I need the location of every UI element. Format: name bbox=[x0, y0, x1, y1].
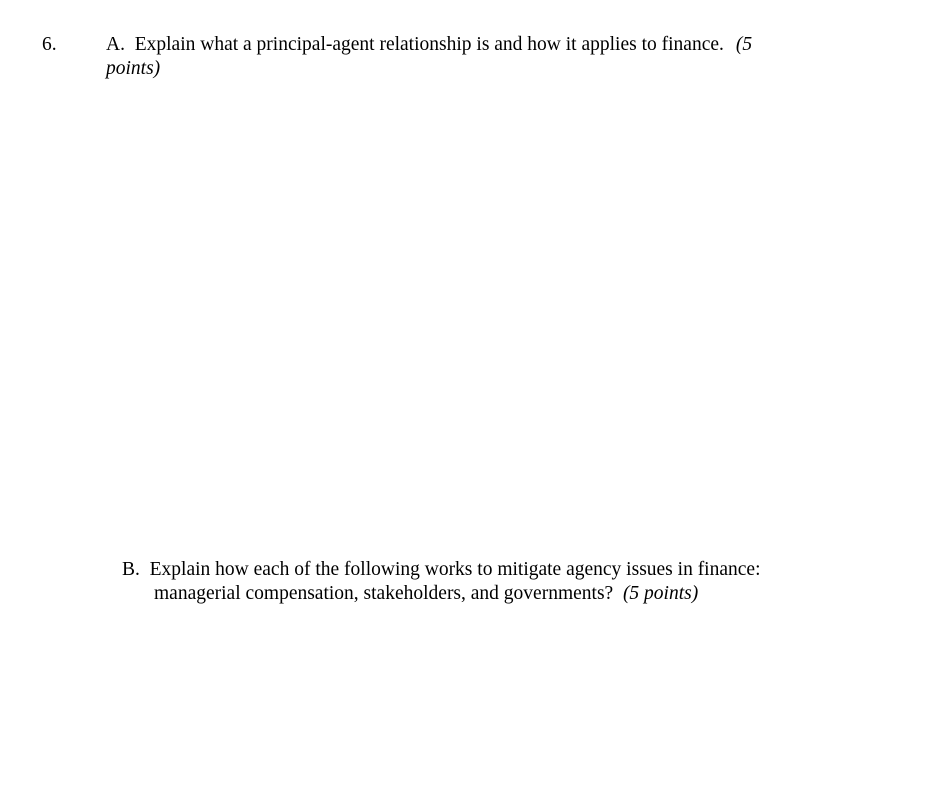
part-a-prompt: Explain what a principal-agent relationship is and how it applies to finance. bbox=[134, 34, 724, 55]
part-a-points-start: (5 bbox=[735, 34, 753, 55]
question-part-b bbox=[122, 558, 882, 606]
part-b-prompt-line-2: managerial compensation, stakeholders, and governments? bbox=[154, 583, 614, 604]
part-b-line-1 bbox=[122, 558, 882, 582]
part-b-prompt-line-1: Explain how each of the following works to mitigate agency issues in finance: bbox=[149, 559, 761, 580]
part-a-points-end: points) bbox=[106, 58, 161, 79]
part-a-label: A. bbox=[106, 34, 125, 55]
part-a-line-1 bbox=[106, 33, 846, 57]
part-b-line-2 bbox=[122, 582, 882, 606]
part-b-points: (5 points) bbox=[622, 583, 699, 604]
question-number: 6. bbox=[42, 34, 57, 55]
part-b-label: B. bbox=[122, 559, 140, 580]
question-part-a bbox=[106, 33, 846, 81]
